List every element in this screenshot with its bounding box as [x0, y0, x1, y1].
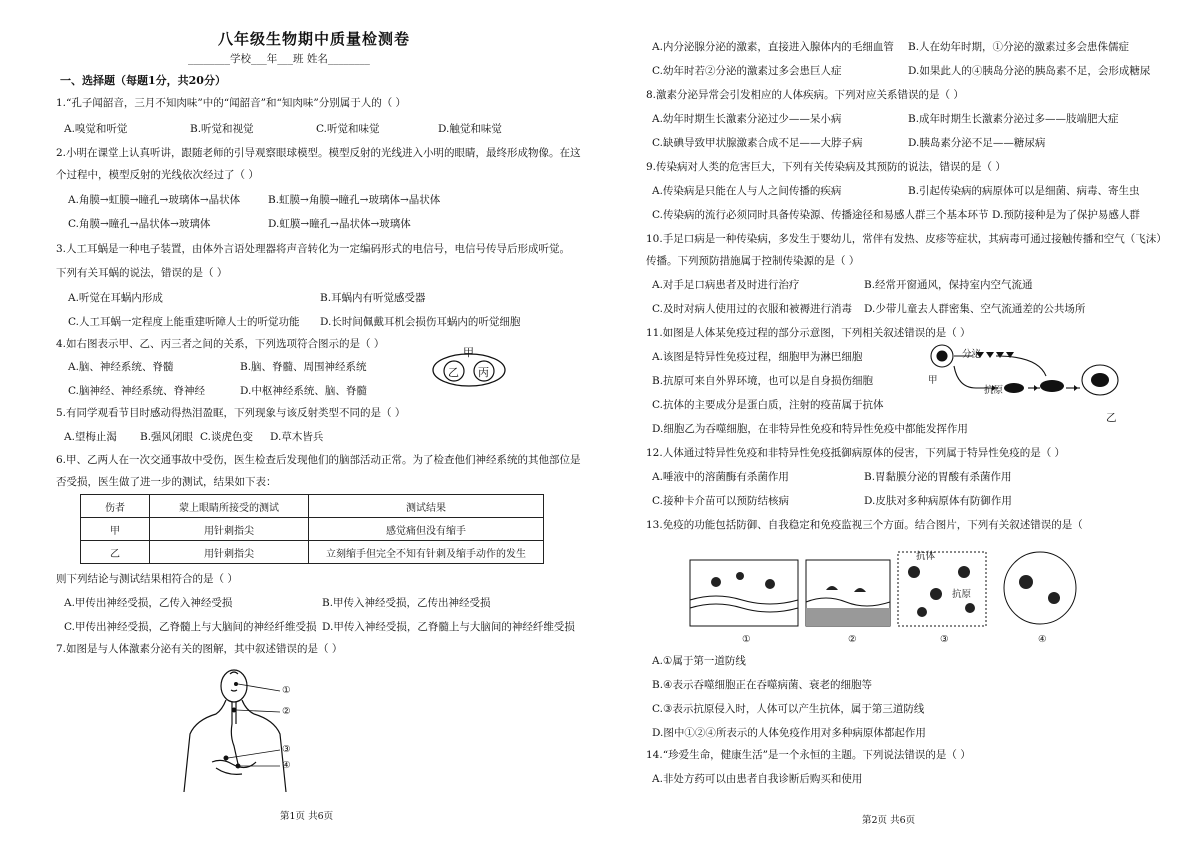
- option: B.听觉和视觉: [190, 123, 254, 135]
- option: A.内分泌腺分泌的激素，直接进入腺体内的毛细血管: [652, 41, 894, 53]
- option: A.该图是特异性免疫过程，细胞甲为淋巴细胞: [652, 351, 863, 363]
- page-footer: 第1页 共6页: [280, 811, 334, 822]
- panel-number-1: ①: [742, 634, 751, 645]
- immune-functions-figure: [686, 542, 1078, 634]
- table-cell: 乙: [81, 541, 150, 564]
- option: A.对手足口病患者及时进行治疗: [652, 279, 800, 291]
- option: C.角膜→瞳孔→晶状体→玻璃体: [68, 218, 211, 230]
- option: B.强风闭眼: [140, 431, 194, 443]
- section-heading: 一、选择题（每题1分，共20分）: [60, 74, 226, 87]
- option: A.脑、神经系统、脊髓: [68, 361, 174, 373]
- option: D.皮肤对多种病原体有防御作用: [864, 495, 1012, 507]
- option: D.中枢神经系统、脑、脊髓: [240, 385, 367, 397]
- option: C.人工耳蜗一定程度上能重建听障人士的听觉功能: [68, 316, 300, 328]
- option: A.唾液中的溶菌酶有杀菌作用: [652, 471, 789, 483]
- option: C.③表示抗原侵入时，人体可以产生抗体，属于第三道防线: [652, 703, 925, 715]
- option: D.虹膜→瞳孔→晶状体→玻璃体: [268, 218, 411, 230]
- option: B.人在幼年时期，①分泌的激素过多会患侏儒症: [908, 41, 1130, 53]
- test-results-table: [80, 494, 544, 564]
- table-cell: 立刻缩手但完全不知有针刺及缩手动作的发生: [309, 541, 544, 564]
- venn-label-outer: 甲: [463, 346, 474, 359]
- option: B.虹膜→角膜→瞳孔→玻璃体→晶状体: [268, 194, 441, 206]
- label-cell-b: 乙: [1106, 412, 1117, 424]
- option: B.抗原可来自外界环境，也可以是自身损伤细胞: [652, 375, 874, 387]
- option: B.脑、脊髓、周围神经系统: [240, 361, 367, 373]
- table-header: 蒙上眼睛所接受的测试: [150, 495, 309, 518]
- label-antigen-13: 抗原: [952, 589, 972, 600]
- question-text: 下列有关耳蜗的说法，错误的是（ ）: [56, 267, 228, 279]
- figure-label-3: ③: [282, 744, 291, 755]
- option: A.①属于第一道防线: [652, 655, 746, 667]
- option: D.细胞乙为吞噬细胞，在非特异性免疫和特异性免疫中都能发挥作用: [652, 423, 968, 435]
- option: C.接种卡介苗可以预防结核病: [652, 495, 789, 507]
- immune-process-figure: [928, 340, 1138, 418]
- option: C.传染病的流行必须同时具备传染源、传播途径和易感人群三个基本环节: [652, 209, 989, 221]
- option: D.图中①②④所表示的人体免疫作用对多种病原体都起作用: [652, 727, 926, 739]
- table-cell: 感觉痛但没有缩手: [309, 518, 544, 541]
- label-secrete: 分泌: [962, 349, 982, 360]
- option: B.耳蜗内有听觉感受器: [320, 292, 426, 304]
- question-text: 个过程中，模型反射的光线依次经过了（ ）: [56, 169, 259, 181]
- question-10: 10.手足口病是一种传染病，多发生于婴幼儿，常伴有发热、皮疹等症状，其病毒可通过接触传播和空气（飞沫）: [646, 233, 1167, 245]
- option: C.甲传出神经受损，乙脊髓上与大脑间的神经纤维受损: [64, 621, 317, 633]
- question-8: 8.激素分泌异常会引发相应的人体疾病。下列对应关系错误的是（ ）: [646, 89, 964, 101]
- option: A.角膜→虹膜→瞳孔→玻璃体→晶状体: [68, 194, 241, 206]
- option: B.甲传入神经受损，乙传出神经受损: [322, 597, 491, 609]
- question-12: 12.人体通过特异性免疫和非特异性免疫抵御病原体的侵害，下列属于特异性免疫的是（ ）: [646, 447, 1066, 459]
- endocrine-body-figure: [176, 664, 296, 796]
- question-4: 4.如右图表示甲、乙、丙三者之间的关系，下列选项符合图示的是（ ）: [56, 338, 385, 350]
- table-cell: 甲: [81, 518, 150, 541]
- table-row: [81, 541, 544, 564]
- question-2: 2.小明在课堂上认真听讲，跟随老师的引导观察眼球模型。模型反射的光线进入小明的眼睛，最终形成物像。在这: [56, 147, 581, 159]
- page-footer: 第2页 共6页: [862, 815, 916, 826]
- table-row: [81, 518, 544, 541]
- option: D.草木皆兵: [270, 431, 324, 443]
- question-text: 传播。下列预防措施属于控制传染源的是（ ）: [646, 255, 860, 267]
- panel-number-4: ④: [1038, 634, 1047, 645]
- option: C.听觉和味觉: [316, 123, 380, 135]
- option: D.长时间佩戴耳机会损伤耳蜗内的听觉细胞: [320, 316, 521, 328]
- panel-number-2: ②: [848, 634, 857, 645]
- table-cell: 用针刺指尖: [150, 518, 309, 541]
- label-cell-a: 甲: [928, 375, 938, 386]
- question-6: 6.甲、乙两人在一次交通事故中受伤，医生检查后发现他们的脑部活动正常。为了检查他们神经系统的其他部位是: [56, 454, 581, 466]
- school-line: ________学校___年___班 姓名________: [188, 53, 370, 65]
- label-antibody: 抗体: [916, 551, 936, 562]
- option: D.预防接种是为了保护易感人群: [992, 209, 1140, 221]
- venn-label-left: 乙: [448, 366, 459, 379]
- page-2: [600, 0, 1200, 849]
- panel-number-3: ③: [940, 634, 949, 645]
- option: C.抗体的主要成分是蛋白质，注射的疫苗属于抗体: [652, 399, 884, 411]
- question-1: 1.“孔子闻韶音，三月不知肉味”中的“闻韶音”和“知肉味”分别属于人的（ ）: [56, 97, 407, 109]
- option: A.望梅止渴: [64, 431, 117, 443]
- figure-label-4: ④: [282, 760, 291, 771]
- option: D.甲传入神经受损，乙脊髓上与大脑间的神经纤维受损: [322, 621, 575, 633]
- exam-title: 八年级生物期中质量检测卷: [218, 30, 411, 48]
- option: A.甲传出神经受损，乙传入神经受损: [64, 597, 233, 609]
- question-5: 5.有同学观看节目时感动得热泪盈眶，下列现象与该反射类型不同的是（ ）: [56, 407, 406, 419]
- option: B.成年时期生长激素分泌过多——肢端肥大症: [908, 113, 1119, 125]
- option: C.谈虎色变: [200, 431, 253, 443]
- label-antigen: 抗原: [984, 385, 1004, 396]
- figure-label-2: ②: [282, 706, 291, 717]
- option: D.胰岛素分泌不足——糖尿病: [908, 137, 1046, 149]
- option: C.脑神经、神经系统、脊神经: [68, 385, 205, 397]
- question-text: 否受损，医生做了进一步的测试，结果如下表：: [56, 476, 277, 488]
- table-header: 伤者: [81, 495, 150, 518]
- option: A.非处方药可以由患者自我诊断后购买和使用: [652, 773, 863, 785]
- question-3: 3.人工耳蜗是一种电子装置，由体外言语处理器将声音转化为一定编码形式的电信号，电信号传导后形成听觉。: [56, 243, 571, 255]
- option: B.引起传染病的病原体可以是细菌、病毒、寄生虫: [908, 185, 1140, 197]
- question-text: 则下列结论与测试结果相符合的是（ ）: [56, 573, 238, 585]
- option: C.幼年时若②分泌的激素过多会患巨人症: [652, 65, 842, 77]
- question-9: 9.传染病对人类的危害巨大，下列有关传染病及其预防的说法，错误的是（ ）: [646, 161, 1006, 173]
- option: B.胃黏膜分泌的胃酸有杀菌作用: [864, 471, 1012, 483]
- option: B.经常开窗通风，保持室内空气流通: [864, 279, 1033, 291]
- option: A.听觉在耳蜗内形成: [68, 292, 163, 304]
- table-header-row: [81, 495, 544, 518]
- question-14: 14.“珍爱生命，健康生活”是一个永恒的主题。下列说法错误的是（ ）: [646, 749, 971, 761]
- option: D.如果此人的④胰岛分泌的胰岛素不足，会形成糖尿: [908, 65, 1151, 77]
- option: C.及时对病人使用过的衣服和被褥进行消毒: [652, 303, 852, 315]
- option: A.幼年时期生长激素分泌过少——呆小病: [652, 113, 842, 125]
- question-7: 7.如图是与人体激素分泌有关的图解，其中叙述错误的是（ ）: [56, 643, 343, 655]
- question-11: 11.如图是人体某免疫过程的部分示意图，下列相关叙述错误的是（ ）: [646, 327, 971, 339]
- option: C.缺碘导致甲状腺激素合成不足——大脖子病: [652, 137, 863, 149]
- table-cell: 用针刺指尖: [150, 541, 309, 564]
- option: D.触觉和味觉: [438, 123, 502, 135]
- option: D.少带儿童去人群密集、空气流通差的公共场所: [864, 303, 1086, 315]
- table-header: 测试结果: [309, 495, 544, 518]
- figure-label-1: ①: [282, 685, 291, 696]
- option: A.嗅觉和听觉: [64, 123, 128, 135]
- question-13: 13.免疫的功能包括防御、自我稳定和免疫监视三个方面。结合图片，下列有关叙述错误的是（: [646, 519, 1083, 531]
- venn-label-right: 丙: [478, 366, 489, 379]
- option: A.传染病是只能在人与人之间传播的疾病: [652, 185, 842, 197]
- option: B.④表示吞噬细胞正在吞噬病菌、衰老的细胞等: [652, 679, 872, 691]
